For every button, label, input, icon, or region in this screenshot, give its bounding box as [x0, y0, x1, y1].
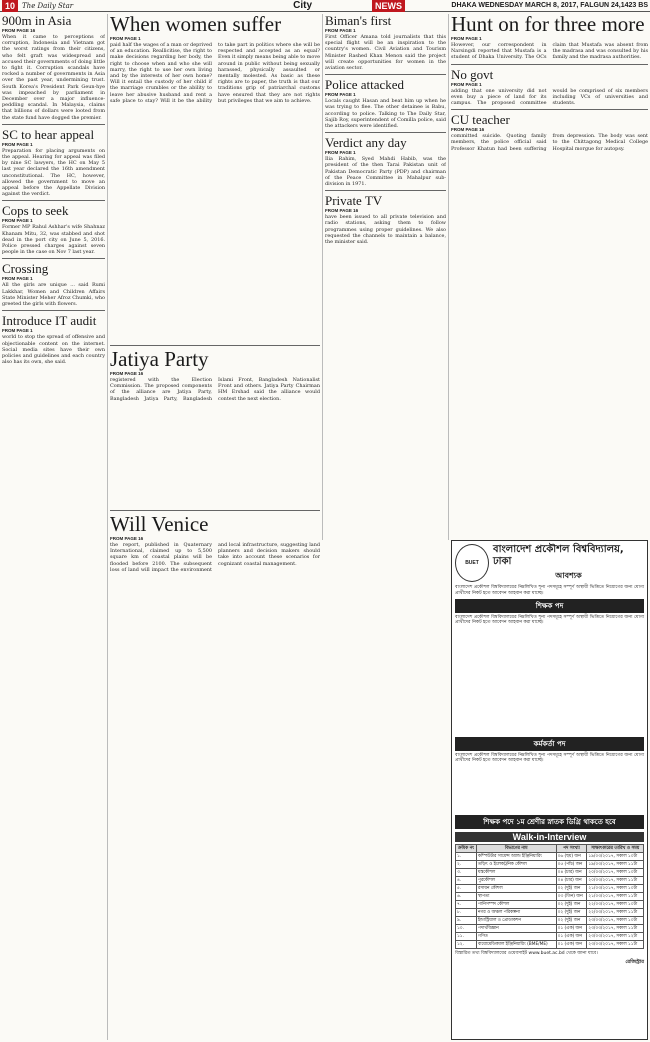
table-cell: ২০/০৩/২০১৭, সকাল ১০টা: [587, 868, 644, 876]
article-text: world to stop the spread of offensive and objectionable content on the internet. Social media sites have their own policies and guidelines and each country also has its own, she said.: [2, 334, 105, 366]
table-cell: ০৩ (তিন) জন: [556, 892, 587, 900]
byline: FROM PAGE 1: [110, 36, 141, 41]
table-cell: রসায়ন কৌশল: [476, 884, 556, 892]
headline: Jatiya Party: [110, 347, 209, 371]
article-text: Ilia Rahim, Syed Mahdi Habib, was the president of the then Tarai Pakistan unit of Pakistan Democratic Party (PDP) and chairman of the Peace Committee in Mahalpur sub-division in 1971.: [325, 156, 446, 188]
article-text: the report, published in Quaternary International, claimed up to 5,500 square km of coastal plains will be flooded before 2100. The subsequent loss of land will impact the environment and local infrastructure, suggesting land planners and decision makers should take into account these scenarios for cognizant coastal management.: [110, 542, 320, 573]
table-cell: ইন্ডাস্ট্রিয়াল ও প্রোডাকশন: [476, 916, 556, 924]
article-text: committed suicide. Quoting family members, the police official said Professor Khatun had been suffering from depression. The body was sent to the Chittagong Medical College Hospital morgue for autopsy.: [451, 133, 648, 152]
table-row: [456, 932, 644, 940]
table-cell: ০১ (এক) জন: [556, 940, 587, 948]
table-cell: স্থাপত্য: [476, 892, 556, 900]
table-cell: ২৩/০৩/২০১৭, সকাল ১১টা: [587, 924, 644, 932]
byline: FROM PAGE 16: [110, 536, 144, 541]
table-cell: ২৩/০৩/২০১৭, সকাল ১২টা: [587, 932, 644, 940]
headline: Hunt on for three more: [451, 14, 645, 36]
table-cell: পদার্থবিজ্ঞান: [476, 924, 556, 932]
byline: FROM PAGE 16: [325, 208, 359, 214]
column-4: [451, 14, 648, 538]
table-row: [456, 908, 644, 916]
section-title: City: [293, 0, 313, 11]
table-cell: ০৫ (পাঁচ) জন: [556, 860, 587, 868]
article-text: All the girls are unique ... said Rumi Lakkhar, Women and Children Affairs State Minister Meher Afroz Chumki, who greeted the girls with flowers.: [2, 282, 105, 308]
walk-in-heading: Walk-in-Interview: [455, 832, 644, 842]
table-row: [456, 884, 644, 892]
table-cell: ২১/০৩/২০১৭, সকাল ১০টা: [587, 884, 644, 892]
paper-name: The Daily Star: [22, 1, 74, 10]
table-row: [456, 876, 644, 884]
ad-intro: বাংলাদেশ প্রকৌশল বিশ্ববিদ্যালয়ের নিম্নলিখিত শূন্য পদসমূহে সম্পূর্ণ অস্থায়ী ভিত্তিতে নিয়োগের জন্য যোগ্য প্রার্থীদের নিকট হতে আবেদন আহবান করা যাচ্ছে।: [455, 585, 644, 596]
table-cell: পানিসম্পদ কৌশল: [476, 900, 556, 908]
article-text: registered with the Election Commission. The proposed components of the alliance are Jatiya Party, Bangladesh Jatiya Party, Bangladesh Islami Front, Bangladesh Nationalist Front and others. Jatiya Party Chairman HM Ershad said the alliance would contest the next election.: [110, 377, 320, 402]
article-text: Preparation for placing arguments on the appeal. Hearing for appeal was filed by nine SC lawyers, the HC on May 5 last year declared the 16th amendment unconstitutional. The HC, however, allowed the government to move an appeal before the Appellate Division against the verdict.: [2, 147, 105, 198]
table-cell: ২২/০৩/২০১৭, সকাল ১১টা: [587, 908, 644, 916]
article-text: First Officer Amana told journalists that this special flight will be an inspiration to the country's women. Civil Aviation and Tourism Minister Rashed Khan Menon said the project will create opportunities for women in the aviation sector.: [325, 34, 446, 72]
table-cell: ৫.: [456, 884, 477, 892]
table-cell: ২৩/০৩/২০১৭, সকাল ১০টা: [587, 916, 644, 924]
table-row: [456, 868, 644, 876]
table-row: [456, 916, 644, 924]
byline: FROM PAGE 1: [2, 218, 33, 224]
column-2: [110, 14, 320, 1040]
byline: FROM PAGE 1: [451, 81, 482, 87]
table-row: [456, 900, 644, 908]
table-cell: ২০/০৩/২০১৭, সকাল ১১টা: [587, 876, 644, 884]
ad-band: শিক্ষক পদে ১ম শ্রেণীর স্নাতক ডিগ্রি থাকতে হবে: [455, 815, 644, 829]
table-cell: ০২ (দুই) জন: [556, 908, 587, 916]
table-cell: ১০.: [456, 924, 477, 932]
ad-band: কর্মকর্তা পদ: [455, 737, 644, 751]
table-cell: পুরকৌশল: [476, 876, 556, 884]
dateline: DHAKA WEDNESDAY MARCH 8, 2017, FALGUN 24,1423 BS: [451, 2, 648, 9]
column-divider: [448, 14, 449, 540]
table-cell: ১.: [456, 852, 477, 860]
news-label: NEWS: [372, 0, 405, 12]
article-text: have been issued to all private television and radio stations, asking them to follow programmes using proper guidelines. We also requested the channels to maintain a balance, the minister said.: [325, 214, 446, 246]
byline: FROM PAGE 16: [2, 28, 36, 33]
table-cell: ০২ (দুই) জন: [556, 916, 587, 924]
table-cell: বায়োমেডিক্যাল ইঞ্জিনিয়ারিং (BME/ME): [476, 940, 556, 948]
article-text: Locals caught Hasan and beat him up when he was trying to flee. The other detainee is Babu, according to police. Talking to The Daily Star, Sajib Roy, superintendent of Comilla police, said the attackers were identified.: [325, 98, 446, 130]
table-header: সাক্ষাৎকারের তারিখ ও সময়: [587, 844, 644, 852]
table-cell: ০২ (দুই) জন: [556, 884, 587, 892]
table-cell: ১৯/০৩/২০১৭, সকাল ১১টা: [587, 860, 644, 868]
table-row: [456, 860, 644, 868]
column-divider: [107, 14, 108, 1040]
headline: 900m in Asia: [2, 14, 72, 28]
table-cell: ৮.: [456, 908, 477, 916]
table-cell: যন্ত্রকৌশল: [476, 868, 556, 876]
table-cell: ০৪ (চার) জন: [556, 876, 587, 884]
column-1: [2, 14, 105, 1040]
interview-table: [455, 844, 644, 949]
byline: FROM PAGE 1: [451, 36, 482, 41]
table-row: [456, 924, 644, 932]
ad-signature: রেজিস্ট্রার: [625, 959, 644, 966]
article-text: However, our correspondent in Narsingdi reported that Mustafa is a student of Dhaka University. The OCs claim that Mustafa was absent from the madrasa and was consulted by his family and the madrasa authorities.: [451, 42, 648, 61]
ad-footer: বিস্তারিত তথ্য বিশ্ববিদ্যালয়ের ওয়েবসাইট www.buet.ac.bd থেকে জানা যাবে।: [455, 950, 598, 956]
table-cell: ৯.: [456, 916, 477, 924]
column-divider: [322, 14, 323, 540]
byline: FROM PAGE 1: [325, 150, 356, 156]
headline: Biman's first: [325, 14, 392, 28]
table-cell: ২২/০৩/২০১৭, সকাল ১০টা: [587, 900, 644, 908]
article-text: When it came to perceptions of corruption, Indonesia and Vietnam got the worst ratings from their citizens, who felt graft was widespread and accused their governments of doing little to fight it. Corruption scandals have rocked a number of governments in Asia over the past year, undermining trust. South Korea's President Park Geun-hye was impeached by parliament in December over a major influence-peddling scandal. In Malaysia, claims that billions of dollars were looted from the state fund have dogged the premier.: [2, 34, 105, 121]
table-cell: কম্পিউটার সায়েন্স অ্যান্ড ইঞ্জিনিয়ারিং: [476, 852, 556, 860]
table-row: [456, 940, 644, 948]
table-cell: ২৩/০৩/২০১৭, সকাল ১১টা: [587, 940, 644, 948]
headline: Police attacked: [325, 77, 405, 93]
byline: FROM PAGE 1: [2, 276, 33, 282]
table-cell: ১১.: [456, 932, 477, 940]
table-row: [456, 852, 644, 860]
table-cell: গণিত: [476, 932, 556, 940]
headline: Introduce IT audit: [2, 313, 97, 329]
table-cell: ০১ (এক) জন: [556, 924, 587, 932]
headline: When women suffer: [110, 14, 282, 36]
byline: FROM PAGE 16: [110, 371, 144, 376]
table-row: [456, 892, 644, 900]
ad-subtitle: আবশ্যক: [555, 571, 582, 580]
article-text: adding that one university did not even buy a piece of land for its campus. The proposed committee would be comprised of six members including VCs of universities and students.: [451, 87, 648, 107]
table-cell: ০২ (দুই) জন: [556, 900, 587, 908]
column-3: [325, 14, 446, 1040]
byline: FROM PAGE 1: [325, 92, 356, 98]
table-header: বিভাগের নাম: [476, 844, 556, 852]
headline: CU teacher: [451, 112, 510, 128]
job-advertisement: [451, 540, 648, 1040]
table-cell: নগর ও অঞ্চল পরিকল্পনা: [476, 908, 556, 916]
byline: FROM PAGE 1: [325, 28, 356, 33]
ad-intro: বাংলাদেশ প্রকৌশল বিশ্ববিদ্যালয়ের নিম্নলিখিত শূন্য পদসমূহে সম্পূর্ণ অস্থায়ী ভিত্তিতে নিয়োগের জন্য যোগ্য প্রার্থীদের নিকট হতে আবেদন আহবান করা যাচ্ছে।: [455, 752, 644, 764]
table-cell: ৩.: [456, 868, 477, 876]
page-number: 10: [2, 0, 18, 12]
table-cell: ৪.: [456, 876, 477, 884]
article-text: Former MP Rahul Ashhar's wife Shahnaz Khanam Mitu, 32, was stabbed and shot dead in the port city on June 5, 2016. Police pressed charges against seven people in the case on Nov 7 last year.: [2, 224, 105, 256]
headline: Will Venice: [110, 512, 209, 536]
ad-title: বাংলাদেশ প্রকৌশল বিশ্ববিদ্যালয়, ঢাকা: [493, 544, 624, 567]
article-text: paid half the wages of a man or deprived of an education. Reallicitise, the right to make decisions regarding her body, the right to choose when and who she will marry, the right to use her own living and by the interests of her own home? Will it entail the custody of her child if the marriage crumbles or the ability to leave her abusive husband and rent a safe place to stay? Will it be the ability to take part in politics where she will be respected and accepted as an equal? Even it simply means being able to move around in public without being sexually harassed, physically assaulted or mentally molested. As basic as these rights are to paper, the truth is that our traditions grip of patriarchal customs have ensured that they are not rights but privileges that we aim to achieve.: [110, 42, 320, 104]
table-header: ক্রমিক নং: [456, 844, 477, 852]
table-cell: ৭.: [456, 900, 477, 908]
byline: FROM PAGE 16: [451, 127, 485, 133]
ad-intro: বাংলাদেশ প্রকৌশল বিশ্ববিদ্যালয়ের নিম্নলিখিত শূন্য পদসমূহে সম্পূর্ণ অস্থায়ী ভিত্তিতে নিয়োগের জন্য যোগ্য প্রার্থীদের নিকট হতে আবেদন আহবান করা যাচ্ছে।: [455, 614, 644, 626]
byline: FROM PAGE 1: [2, 328, 33, 334]
headline: Cops to seek: [2, 203, 69, 219]
headline: SC to hear appeal: [2, 126, 95, 142]
ad-band: শিক্ষক পদ: [455, 599, 644, 613]
headline: Crossing: [2, 261, 49, 277]
byline: FROM PAGE 1: [2, 141, 33, 147]
table-cell: ১২.: [456, 940, 477, 948]
table-cell: ২১/০৩/২০১৭, সকাল ১১টা: [587, 892, 644, 900]
table-cell: তড়িৎ ও ইলেকট্রনিক কৌশল: [476, 860, 556, 868]
table-cell: ২.: [456, 860, 477, 868]
headline: Private TV: [325, 193, 383, 209]
headline: No govt: [451, 66, 494, 82]
buet-logo-icon: BUET: [455, 544, 489, 582]
table-header: পদ সংখ্যা: [556, 844, 587, 852]
table-cell: ৬.: [456, 892, 477, 900]
table-cell: ১৯/০৩/২০১৭, সকাল ১০টা: [587, 852, 644, 860]
masthead: [0, 0, 650, 12]
headline: Verdict any day: [325, 135, 407, 151]
table-cell: ০৬ (ছয়) জন: [556, 852, 587, 860]
table-cell: ০৪ (চার) জন: [556, 868, 587, 876]
table-cell: ০১ (এক) জন: [556, 932, 587, 940]
